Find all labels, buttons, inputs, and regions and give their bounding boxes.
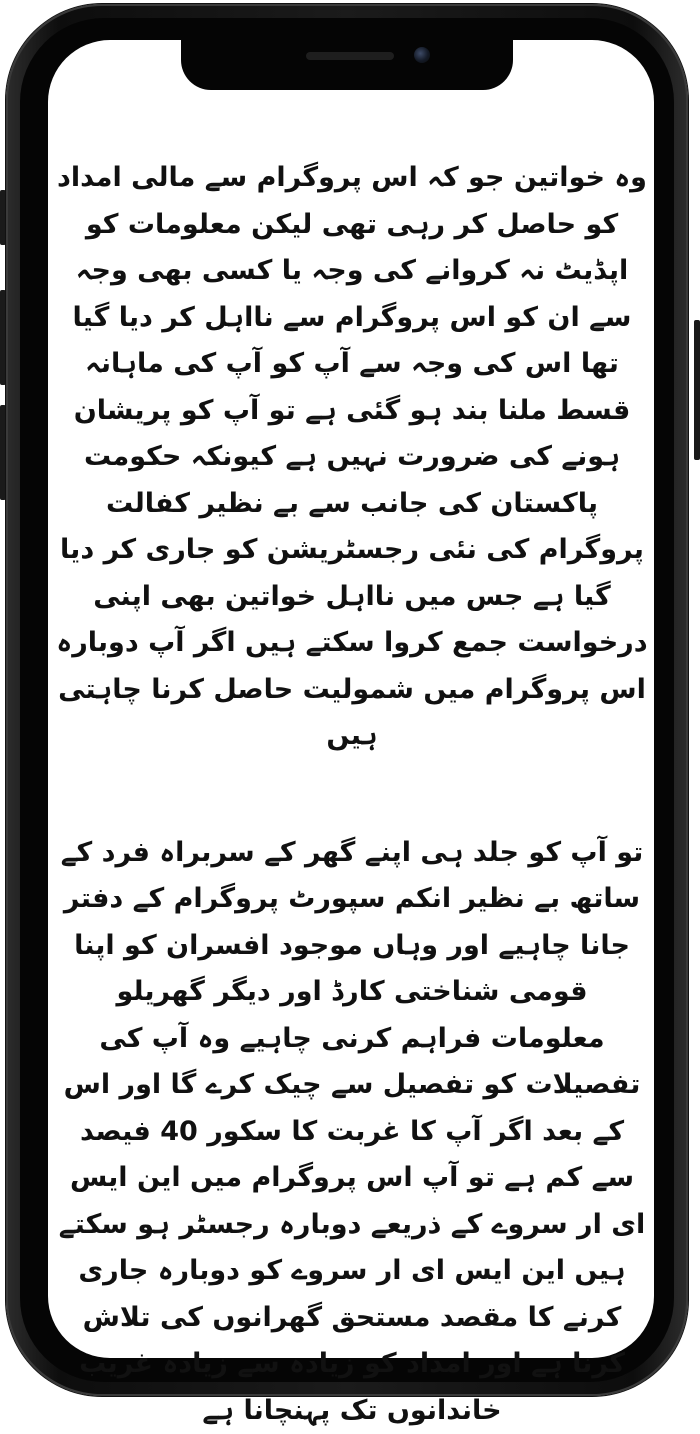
article-body — [56, 155, 648, 1434]
speaker-grille — [306, 52, 394, 60]
front-camera-icon — [414, 47, 430, 63]
notch — [181, 40, 513, 90]
article-paragraph-1: وہ خواتین جو کہ اس پروگرام سے مالی امداد کو حاصل کر رہی تھی لیکن معلومات کو اپڈیٹ نہ کروانے کی وجہ یا کسی بھی وجہ سے ان کو اس پروگرام سے نااہل کر دیا گیا تھا اس کی وجہ سے آپ کو آپ کی ماہانہ قسط ملنا بند ہو گئی ہے تو آپ کو پریشان ہونے کی ضرورت نہیں ہے کیونکہ حکومت پاکستان کی جانب سے بے نظیر کفالت پروگرام کی نئی رجسٹریشن کو جاری کر دیا گیا ہے جس میں نااہل خواتین بھی اپنی درخواست جمع کروا سکتے ہیں اگر آپ دوبارہ اس پروگرام میں شمولیت حاصل کرنا چاہتی ہیں — [56, 155, 648, 760]
power-button — [694, 320, 700, 460]
article-paragraph-2: تو آپ کو جلد ہی اپنے گھر کے سربراہ فرد کے ساتھ بے نظیر انکم سپورٹ پروگرام کے دفتر جانا چاہیے اور وہاں موجود افسران کو اپنا قومی شناختی کارڈ اور دیگر گھریلو معلومات فراہم کرنی چاہیے وہ آپ کی تفصیلات کو تفصیل سے چیک کرے گا اور اس کے بعد اگر آپ کا غربت کا سکور 40 فیصد سے کم ہے تو آپ اس پروگرام میں این ایس ای ار سروے کے ذریعے دوبارہ رجسٹر ہو سکتے ہیں این ایس ای ار سروے کو دوبارہ جاری کرنے کا مقصد مستحق گھرانوں کی تلاش کرنا ہے اور امداد کو زیادہ سے زیادہ غریب خاندانوں تک پہنچانا ہے — [56, 830, 648, 1434]
